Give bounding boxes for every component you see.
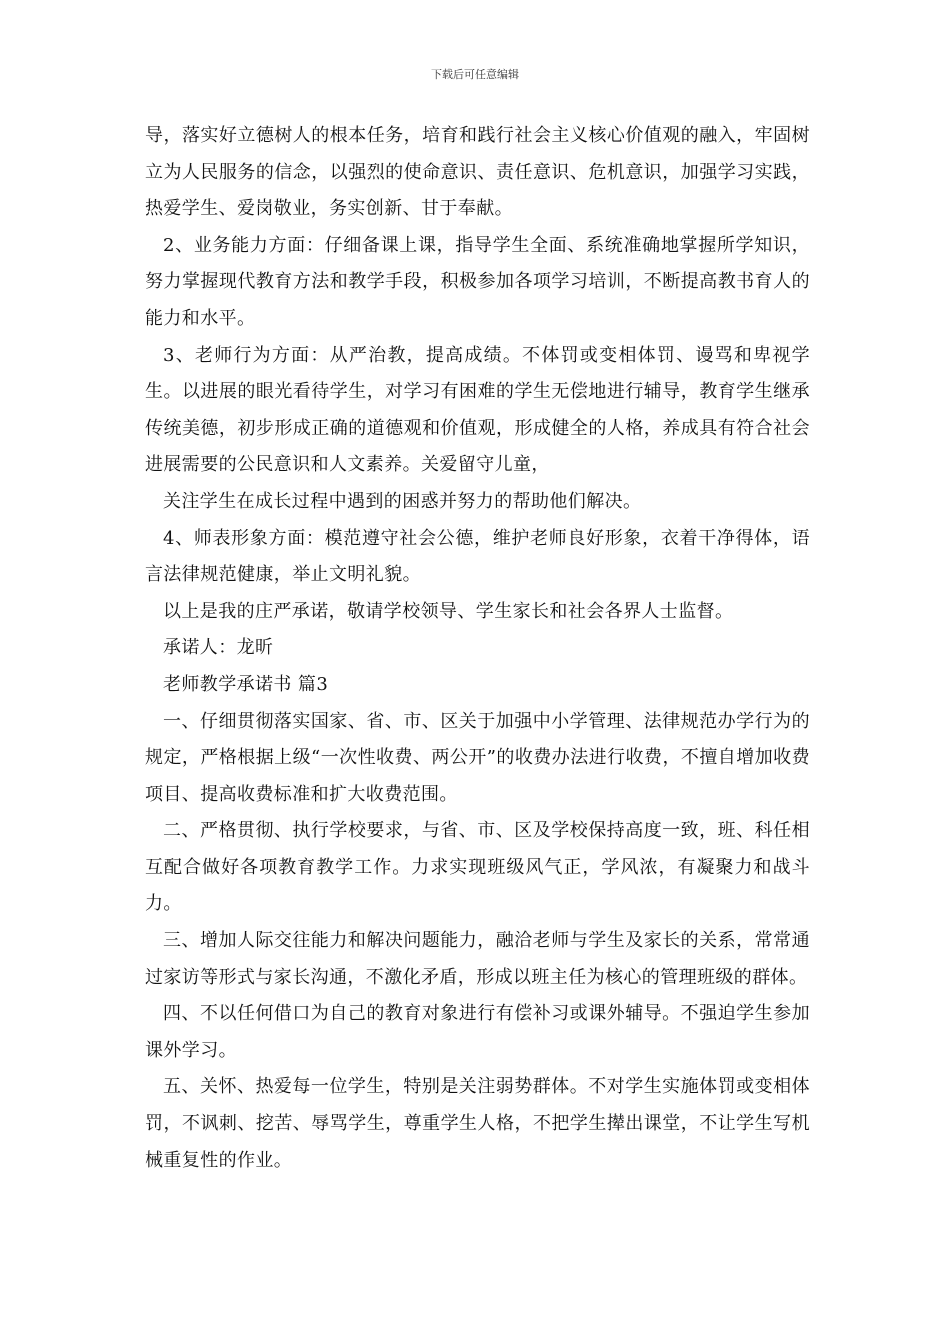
page-header: 下载后可任意编辑 [431,68,519,81]
paragraph: 2、业务能力方面：仔细备课上课，指导学生全面、系统准确地掌握所学知识，努力掌握现代教育方法和教学手段，积极参加各项学习培训，不断提高教书育人的能力和水平。 [145,234,810,329]
paragraph: 五、关怀、热爱每一位学生，特别是关注弱势群体。不对学生实施体罚或变相体罚，不讽刺、挖苦、辱骂学生，尊重学生人格，不把学生撵出课堂，不让学生写机械重复性的作业。 [145,1076,810,1171]
paragraph: 三、增加人际交往能力和解决问题能力，融洽老师与学生及家长的关系，常常通过家访等形式与家长沟通，不激化矛盾，形成以班主任为核心的管理班级的群体。 [145,930,810,988]
paragraph: 导，落实好立德树人的根本任务，培育和践行社会主义核心价值观的融入，牢固树立为人民服务的信念，以强烈的使命意识、责任意识、危机意识，加强学习实践，热爱学生、爱岗敬业，务实创新、甘于奉献。 [145,125,810,220]
paragraph: 以上是我的庄严承诺，敬请学校领导、学生家长和社会各界人士监督。 [163,600,734,622]
document-body [145,118,810,1179]
paragraph: 四、不以任何借口为自己的教育对象进行有偿补习或课外辅导。不强迫学生参加课外学习。 [145,1003,810,1061]
paragraph: 关注学生在成长过程中遇到的困惑并努力的帮助他们解决。 [163,490,642,512]
paragraph: 二、严格贯彻、执行学校要求，与省、市、区及学校保持高度一致，班、科任相互配合做好各项教育教学工作。力求实现班级风气正，学风浓，有凝聚力和战斗力。 [145,820,810,915]
paragraph: 4、师表形象方面：模范遵守社会公德，维护老师良好形象，衣着干净得体，语言法律规范健康，举止文明礼貌。 [145,527,810,586]
paragraph: 3、老师行为方面：从严治教，提高成绩。不体罚或变相体罚、谩骂和卑视学生。以进展的眼光看待学生，对学习有困难的学生无偿地进行辅导，教育学生继承传统美德，初步形成正确的道德观和价值观，形成健全的人格，养成具有符合社会进展需要的公民意识和人文素养。关爱留守儿童， [145,344,810,476]
signatory-line: 承诺人：龙昕 [163,637,274,659]
paragraph: 一、仔细贯彻落实国家、省、市、区关于加强中小学管理、法律规范办学行为的规定，严格根据上级“一次性收费、两公开”的收费办法进行收费，不擅自增加收费项目、提高收费标准和扩大收费范围。 [145,710,810,805]
section-title: 老师教学承诺书 篇3 [163,673,329,695]
